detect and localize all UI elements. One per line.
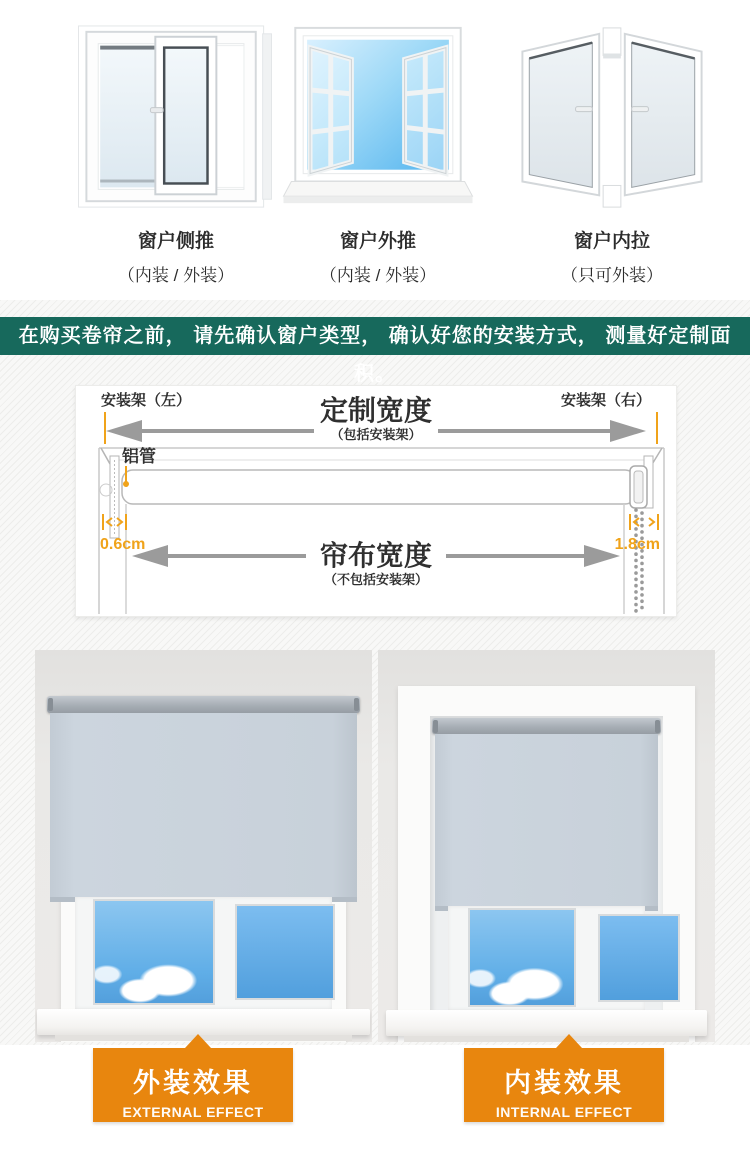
fabric-width-note: （不包括安装架） <box>323 572 429 587</box>
sliding-window-icon <box>71 22 281 214</box>
window-type-sliding <box>58 22 294 286</box>
right-gap-value: 1.8cm <box>614 536 660 553</box>
window-sill <box>37 1009 370 1035</box>
window-type-inward <box>496 22 728 286</box>
internal-effect-banner <box>464 1048 664 1122</box>
window-pane-right <box>235 904 335 1000</box>
purchase-notice-banner: 在购买卷帘之前， 请先确认窗户类型， 确认好您的安装方式， 测量好定制面积。 <box>0 317 750 355</box>
internal-install-photo <box>378 650 715 1042</box>
window-type-outward <box>262 22 494 286</box>
window-sill <box>386 1010 707 1036</box>
custom-width-note: （包括安装架） <box>330 427 422 442</box>
window-type-subtitle: （内装 / 外装） <box>117 266 235 285</box>
banner-pointer-icon <box>185 1034 211 1048</box>
window-opening <box>75 897 332 1009</box>
casement-outward-window-icon <box>262 22 494 214</box>
roller-cassette <box>47 696 360 713</box>
roller-cassette <box>432 718 661 734</box>
sill-shadow <box>404 1036 689 1042</box>
casement-outward-window-icon <box>278 22 478 214</box>
window-pane-left <box>468 908 576 1007</box>
casement-inward-window-icon <box>496 22 728 214</box>
window-opening <box>448 906 645 1010</box>
window-type-subtitle: （只可外装） <box>561 266 663 285</box>
window-type-subtitle: （内装 / 外装） <box>319 266 437 285</box>
casement-inward-window-icon <box>507 22 717 214</box>
banner-pointer-icon <box>556 1034 582 1048</box>
measurement-diagram <box>75 385 677 617</box>
external-install-photo <box>35 650 372 1042</box>
external-effect-subtitle: EXTERNAL EFFECT <box>122 1104 264 1120</box>
external-effect-banner <box>93 1048 293 1122</box>
bracket-left-label: 安装架（左） <box>101 392 192 409</box>
window-type-title: 窗户侧推 <box>137 231 214 252</box>
sliding-window-icon <box>58 22 294 214</box>
roller-fabric <box>435 734 658 911</box>
window-types-section <box>0 0 750 300</box>
custom-width-title: 定制宽度 <box>319 395 433 426</box>
internal-effect-subtitle: INTERNAL EFFECT <box>495 1104 633 1120</box>
roller-fabric <box>50 713 357 902</box>
bracket-right-label: 安装架（右） <box>560 392 651 409</box>
window-pane-left <box>93 899 215 1005</box>
internal-effect-title: 内装效果 <box>504 1068 624 1098</box>
fabric-width-title: 帘布宽度 <box>319 540 433 571</box>
window-type-title: 窗户外推 <box>339 231 416 252</box>
window-type-title: 窗户内拉 <box>573 231 650 252</box>
measurement-diagram-svg <box>76 386 676 616</box>
left-gap-value: 0.6cm <box>100 536 146 553</box>
window-pane-right <box>598 914 680 1002</box>
tube-label: 铝管 <box>122 447 156 466</box>
external-effect-title: 外装效果 <box>133 1068 253 1098</box>
